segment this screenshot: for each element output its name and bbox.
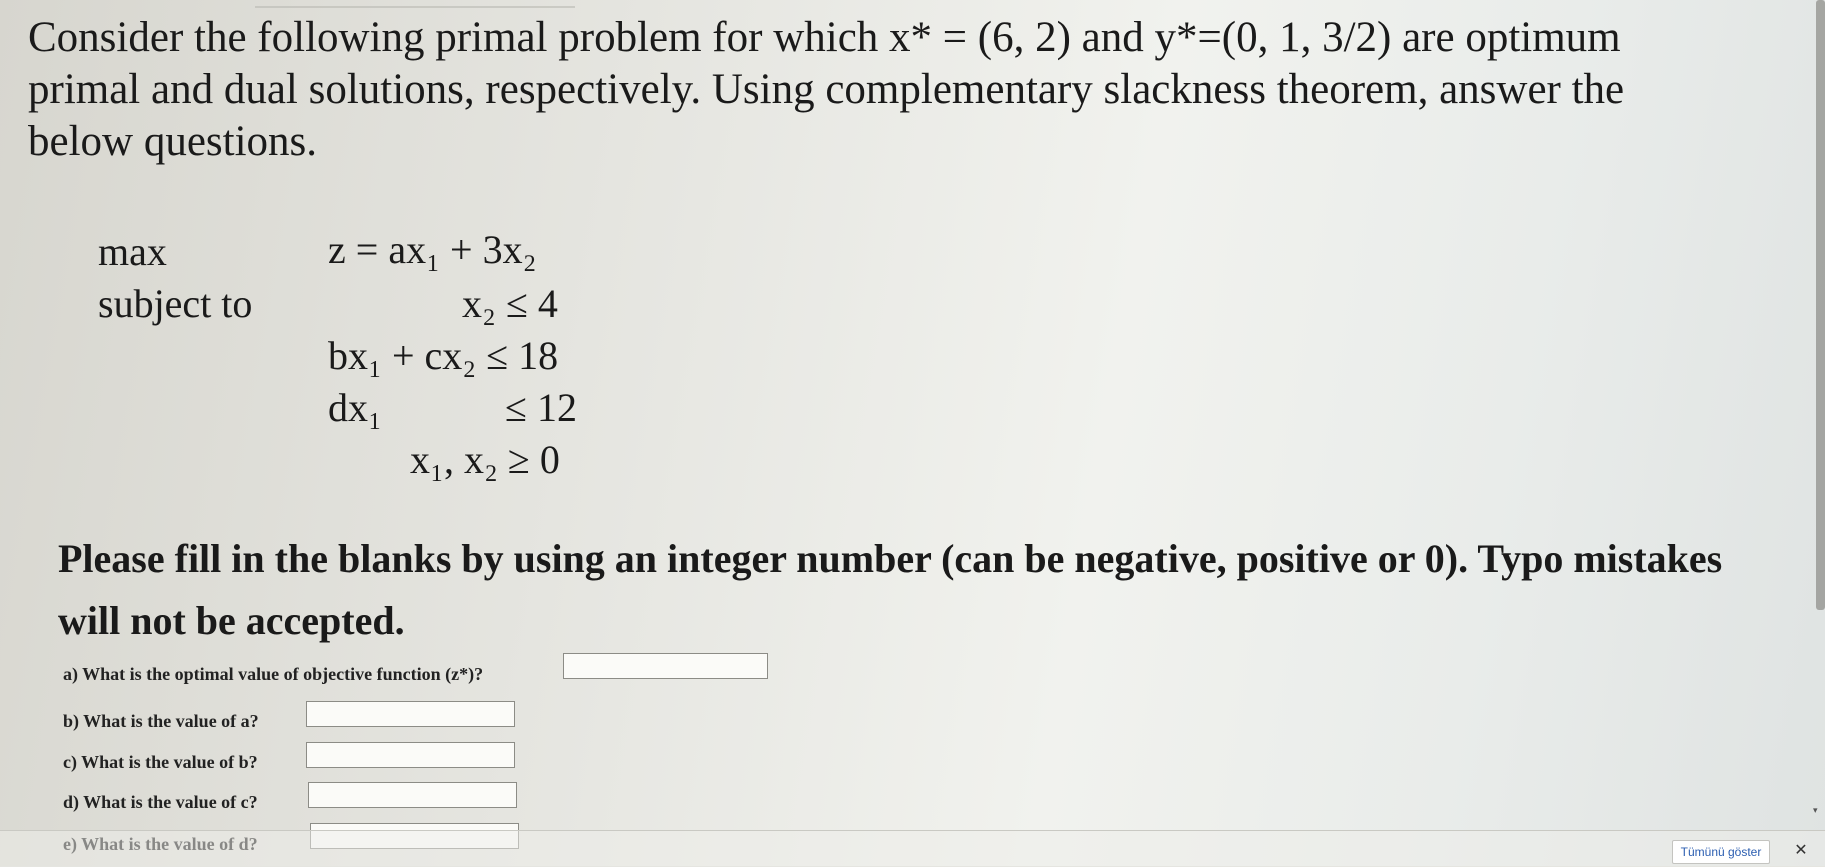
close-icon[interactable]: ✕: [1794, 840, 1808, 859]
max-label: max: [98, 229, 167, 274]
question-b-label: b) What is the value of a?: [63, 711, 259, 731]
answer-c-input[interactable]: [306, 742, 515, 768]
constraint-3-lhs: dx₁: [328, 385, 382, 430]
constraint-3-rhs: ≤ 12: [505, 385, 577, 430]
question-d-label: d) What is the value of c?: [63, 792, 258, 812]
subject-to-label: subject to: [98, 281, 253, 326]
problem-intro: Consider the following primal problem for which x* = (6, 2) and y*=(0, 1, 3/2) are optimum primal and dual solutions, respectively. Using complementary slackness theorem, answer the below questions.: [28, 14, 1625, 165]
constraint-1: x₂ ≤ 4: [462, 281, 558, 326]
answer-b-input[interactable]: [306, 701, 515, 727]
answer-d-input[interactable]: [308, 782, 517, 808]
objective-function: z = ax₁ + 3x₂: [328, 227, 537, 272]
scrollbar-thumb[interactable]: [1816, 0, 1825, 610]
show-all-button[interactable]: Tümünü göster: [1672, 840, 1770, 864]
answer-a-input[interactable]: [563, 653, 768, 679]
instructions: Please fill in the blanks by using an integer number (can be negative, positive or 0). Typo mistakes will not be accepted.: [58, 536, 1723, 643]
question-a-label: a) What is the optimal value of objective function (z*)?: [63, 664, 484, 684]
divider: [255, 0, 575, 8]
download-bar: [0, 830, 1825, 867]
constraint-2: bx₁ + cx₂ ≤ 18: [328, 333, 559, 378]
question-c-label: c) What is the value of b?: [63, 752, 258, 772]
nonnegativity-constraint: x₁, x₂ ≥ 0: [410, 437, 560, 482]
scroll-down-arrow-icon[interactable]: ▾: [1813, 806, 1818, 816]
